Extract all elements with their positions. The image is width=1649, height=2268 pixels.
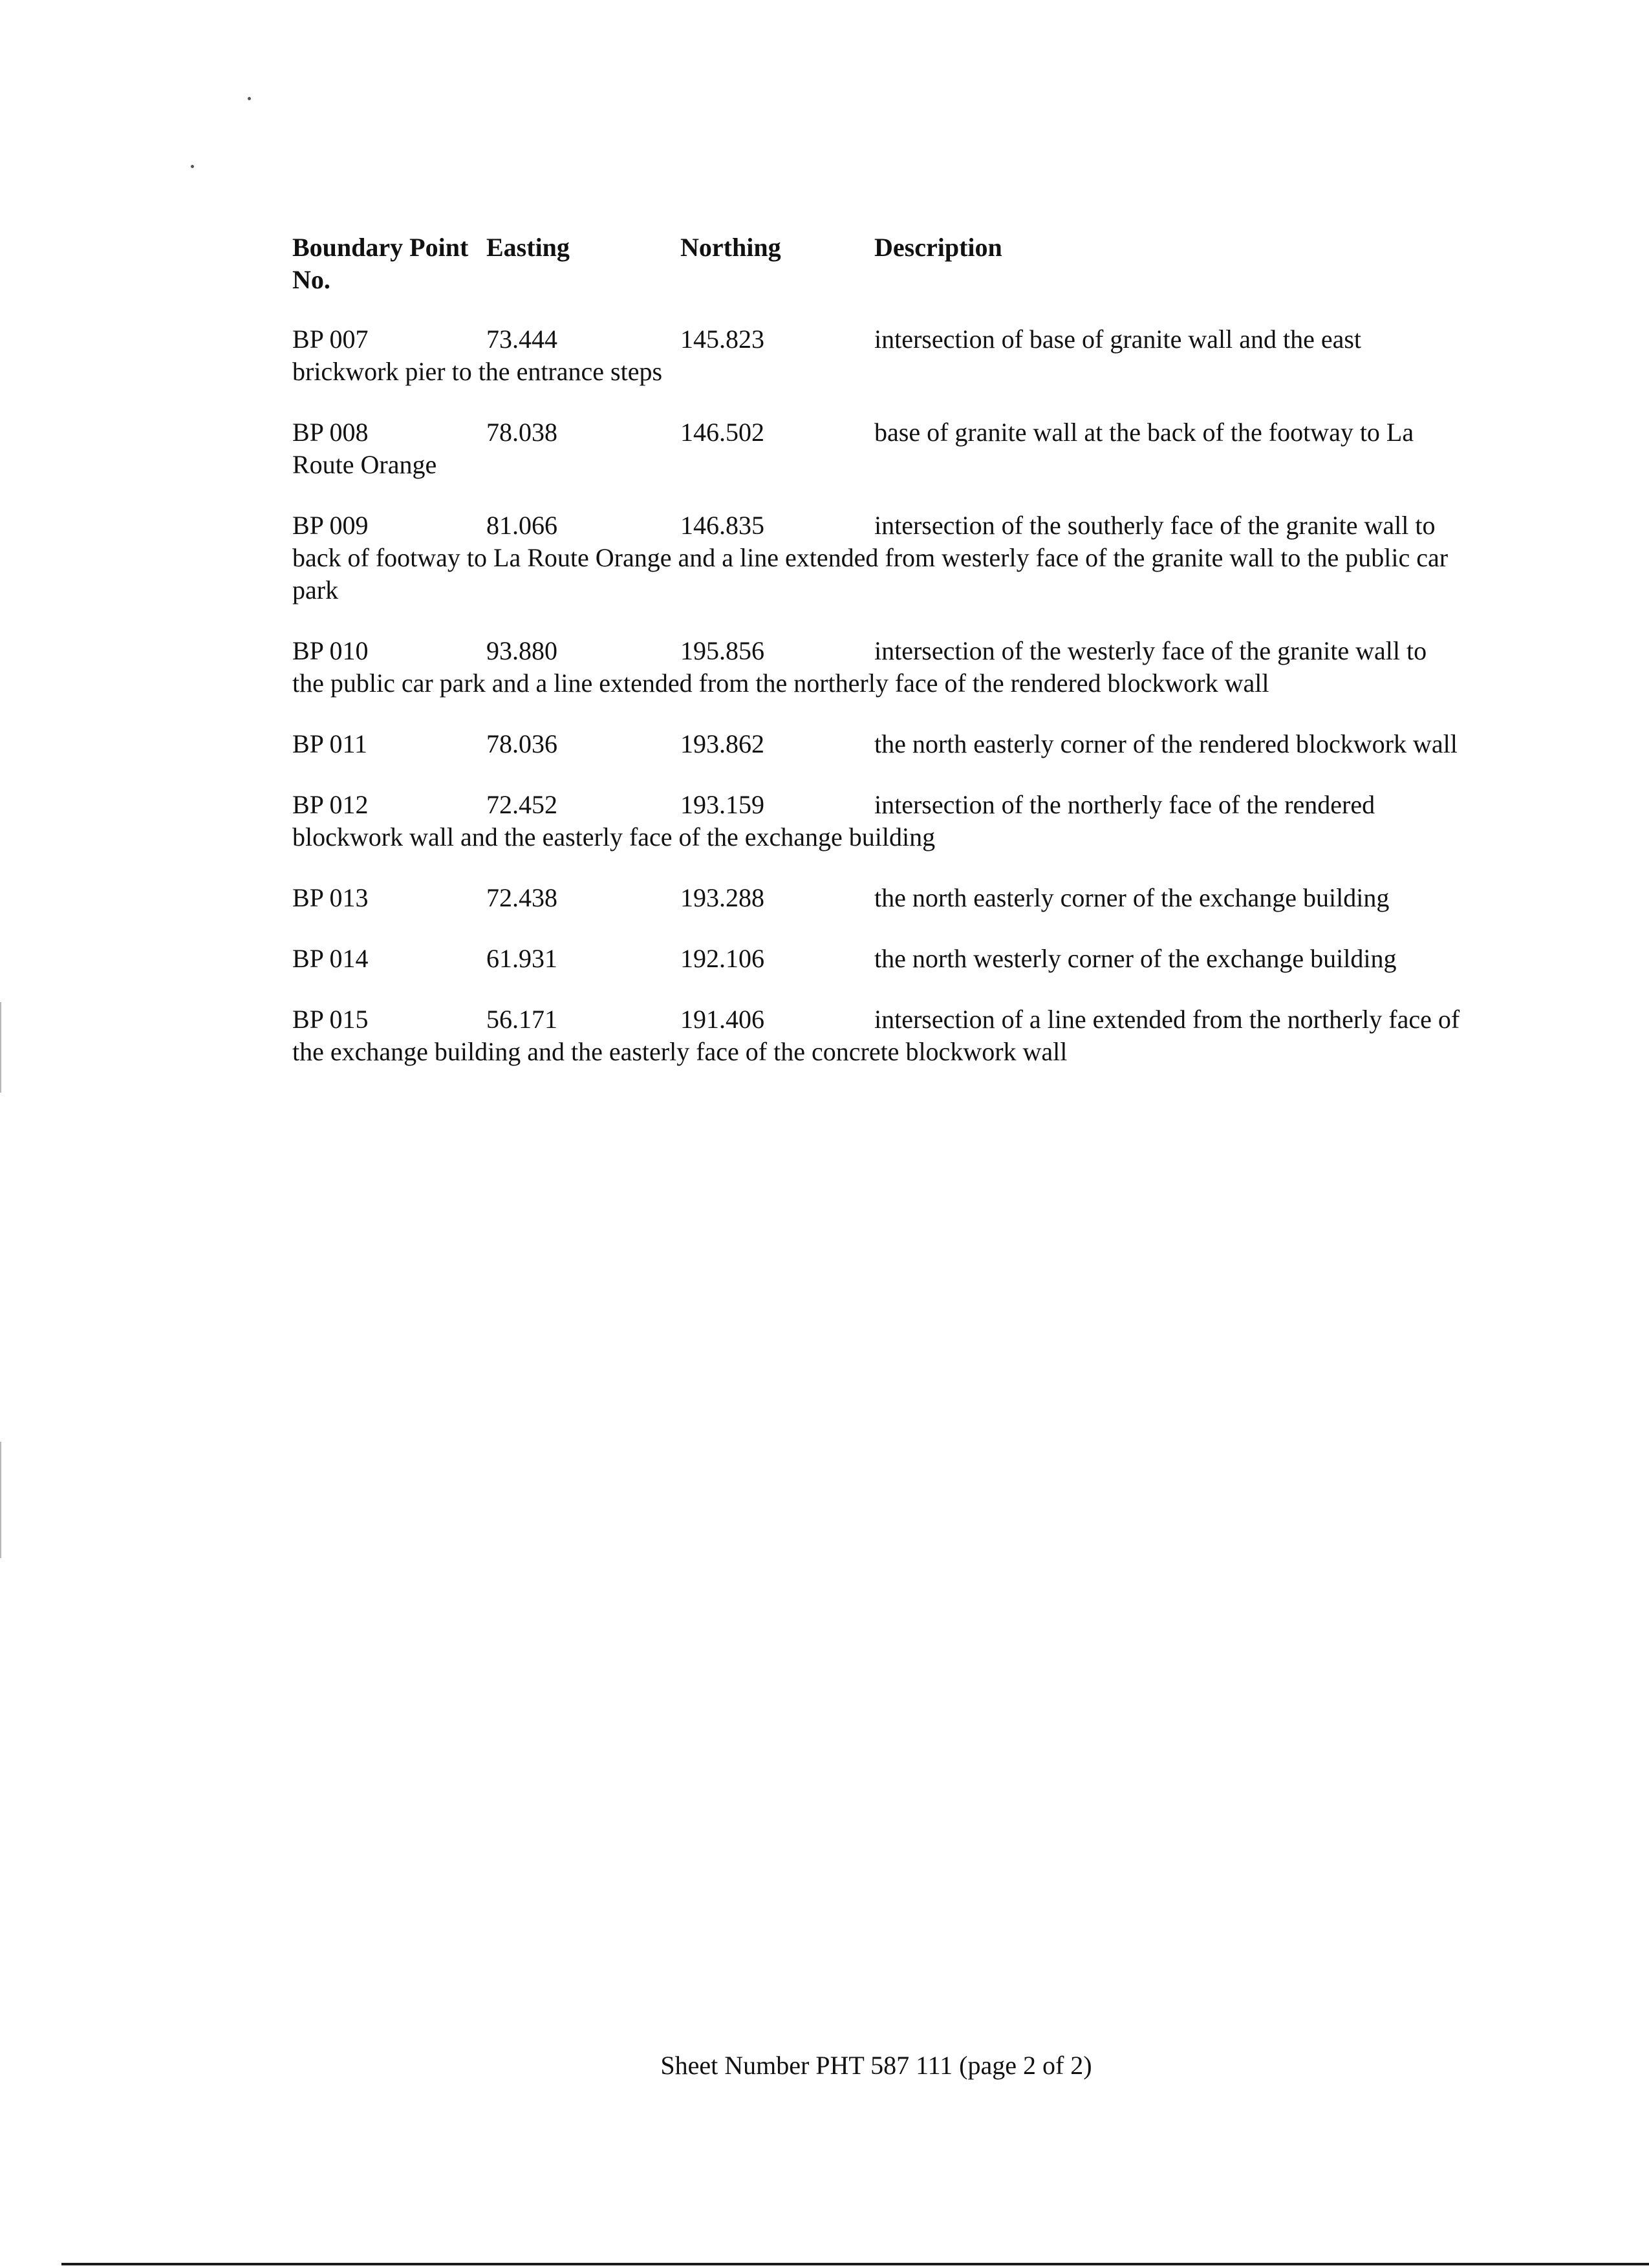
boundary-point-row (292, 416, 1463, 481)
point-description: intersection of the southerly face of the granite wall to back of footway to La Route Orange and a line extended from westerly face of the granite wall to the public car park (292, 511, 1449, 604)
northing-value: 192.106 (680, 944, 764, 973)
easting-value: 56.171 (486, 1005, 557, 1034)
boundary-point-id: BP 011 (292, 729, 367, 758)
boundary-point-row (292, 509, 1463, 606)
boundary-point-id: BP 012 (292, 790, 369, 819)
easting-value: 81.066 (486, 511, 557, 540)
point-description: base of granite wall at the back of the footway to La Route Orange (292, 418, 1414, 479)
easting-value: 61.931 (486, 944, 557, 973)
northing-value: 146.835 (680, 511, 764, 540)
scan-speck (191, 165, 194, 168)
northing-value: 146.502 (680, 418, 764, 447)
boundary-points-list (292, 323, 1463, 1097)
point-description: intersection of the westerly face of the granite wall to the public car park and a line extended from the northerly face of the rendered blockwork wall (292, 636, 1427, 698)
scan-speck (248, 97, 251, 100)
header-northing: Northing (680, 233, 781, 262)
easting-value: 73.444 (486, 325, 557, 354)
northing-value: 193.159 (680, 790, 764, 819)
boundary-point-id: BP 009 (292, 511, 369, 540)
boundary-point-row (292, 1003, 1463, 1068)
point-description: intersection of the northerly face of the rendered blockwork wall and the easterly face of the exchange building (292, 790, 1375, 851)
easting-value: 78.036 (486, 729, 557, 758)
header-description: Description (874, 233, 1002, 262)
northing-value: 195.856 (680, 636, 764, 665)
point-description: intersection of base of granite wall and the east brickwork pier to the entrance steps (292, 325, 1362, 386)
point-description: the north westerly corner of the exchange building (874, 944, 1397, 973)
boundary-point-row (292, 943, 1463, 975)
page-footer (0, 2049, 1649, 2082)
bottom-rule (61, 2263, 1649, 2265)
boundary-point-row (292, 789, 1463, 853)
northing-value: 193.288 (680, 883, 764, 912)
header-boundary-point: Boundary Point No. (292, 233, 469, 294)
point-description: intersection of a line extended from the northerly face of the exchange building and the easterly face of the concrete blockwork wall (292, 1005, 1460, 1066)
northing-value: 145.823 (680, 325, 764, 354)
table-header (292, 231, 1456, 303)
header-easting: Easting (486, 233, 570, 262)
boundary-point-row (292, 882, 1463, 914)
boundary-point-id: BP 014 (292, 944, 369, 973)
boundary-point-id: BP 007 (292, 325, 369, 354)
easting-value: 78.038 (486, 418, 557, 447)
easting-value: 72.438 (486, 883, 557, 912)
point-description: the north easterly corner of the rendered blockwork wall (874, 729, 1458, 758)
point-description: the north easterly corner of the exchange building (874, 883, 1390, 912)
northing-value: 193.862 (680, 729, 764, 758)
boundary-point-id: BP 008 (292, 418, 369, 447)
scan-margin-mark (0, 1442, 1, 1558)
northing-value: 191.406 (680, 1005, 764, 1034)
boundary-point-id: BP 013 (292, 883, 369, 912)
boundary-point-row (292, 323, 1463, 388)
sheet-number: Sheet Number PHT 587 111 (page 2 of 2) (660, 2051, 1092, 2080)
easting-value: 72.452 (486, 790, 557, 819)
scan-margin-mark (0, 1002, 1, 1093)
easting-value: 93.880 (486, 636, 557, 665)
boundary-point-id: BP 010 (292, 636, 369, 665)
boundary-point-row (292, 635, 1463, 700)
boundary-point-row (292, 728, 1463, 760)
boundary-point-id: BP 015 (292, 1005, 369, 1034)
